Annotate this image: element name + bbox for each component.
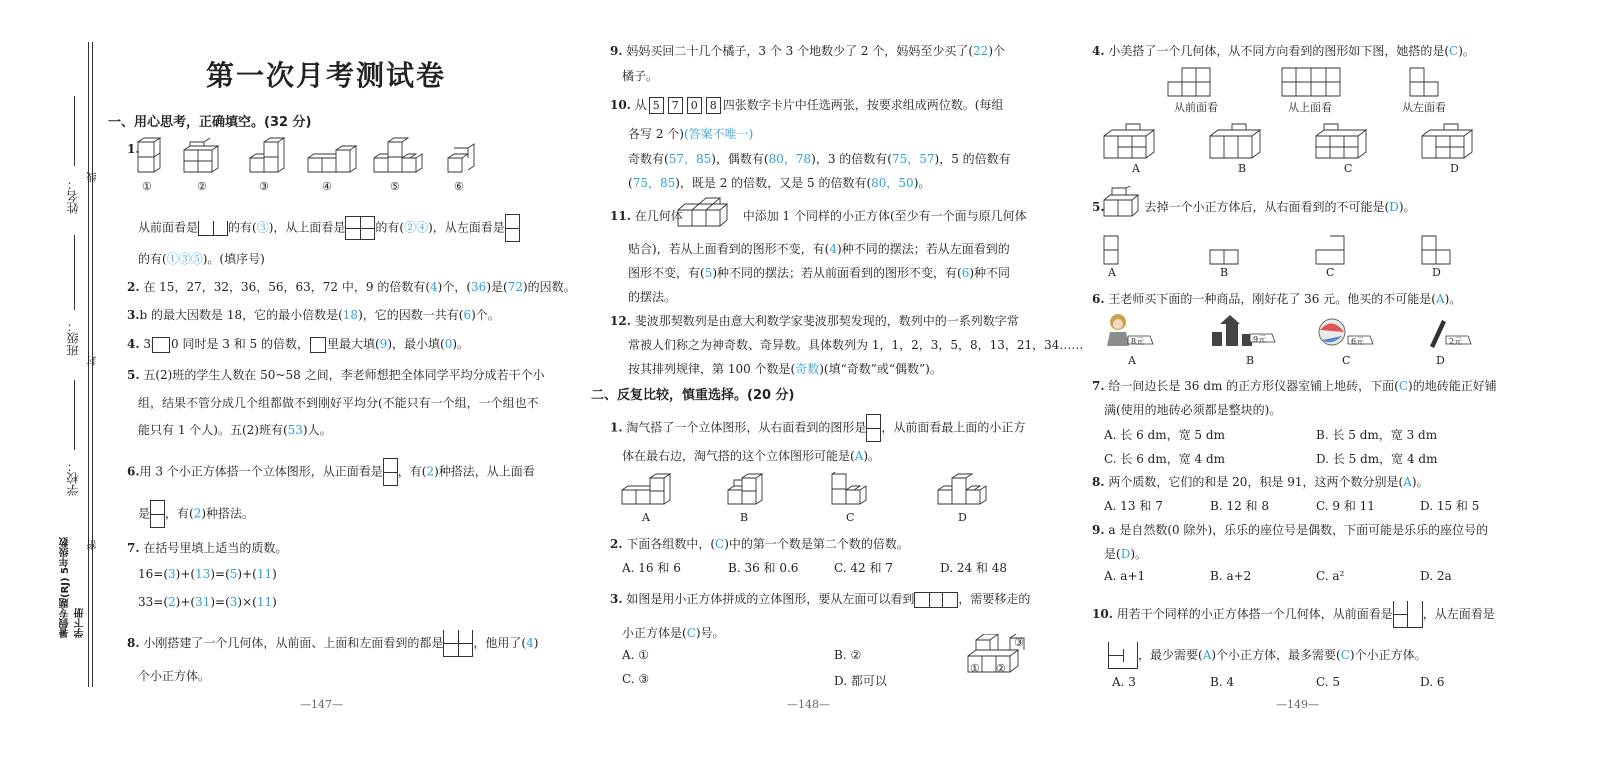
r4-top-view xyxy=(1282,68,1340,96)
side-class-label: 班级： xyxy=(66,320,80,356)
q5-line-1: 5. 五(2)班的学生人数在 50~58 之间，李老师想把全体同学平均分成若干个小 xyxy=(127,368,545,382)
page-title: 第一次月考测试卷 xyxy=(206,59,447,92)
q6-line-1: 6.用 3 个小正方体搭一个立体图形，从正面看是 ，有(2)种搭法，从上面看 xyxy=(127,458,535,486)
r9-opt-d: D. 2a xyxy=(1420,569,1452,583)
q1-fig-label-4: ④ xyxy=(322,180,332,193)
r4-fig-d xyxy=(1422,124,1472,158)
s1-right-view-icon xyxy=(866,414,881,442)
q1-front-view-icon xyxy=(198,221,228,236)
r5-opt-b: B xyxy=(1220,266,1229,279)
r6-opt-c: C xyxy=(1342,354,1351,367)
q10-line-4: (75，85)，既是 2 的倍数，又是 5 的倍数有(80，50)。 xyxy=(628,176,931,190)
q12-line-3: 按其排列规律，第 100 个数是(奇数)(填“奇数”或“偶数”)。 xyxy=(628,362,942,376)
r7-line-1: 7. 给一间边长是 36 dm 的正方形仪器室铺上地砖，下面(C)的地砖能正好铺 xyxy=(1092,379,1497,393)
r5-line: 5. 去掉一个小正方体后，从右面看到的不可能是(D)。 xyxy=(1092,200,1416,214)
q8-line-2: 个小正方体。 xyxy=(138,669,211,683)
q1-line-1: 从前面看是 的有(③)，从上面看是 的有(②④)，从左面看是 xyxy=(138,214,520,242)
s3-opt-c: C. ③ xyxy=(622,672,650,686)
r10-line-1: 10. 用若干个同样的小正方体搭一个几何体，从前面看是 ，从左面看是 xyxy=(1092,601,1495,628)
q11-line-1: 11. 在几何体 中添加 1 个同样的小正方体(至少有一个面与原几何体 xyxy=(610,209,1027,223)
q1-number: 1. xyxy=(127,142,140,156)
r8-opt-a: A. 13 和 7 xyxy=(1104,499,1163,513)
q1-figure-3 xyxy=(250,138,284,172)
r6-price-a: 8元 xyxy=(1131,337,1145,346)
r7-opt-c: C. 长 6 dm，宽 4 dm xyxy=(1104,452,1226,466)
s1-opt-d: D xyxy=(958,511,967,524)
r4-view-top: 从上面看 xyxy=(1288,101,1332,114)
q1-figures xyxy=(132,136,492,180)
q9-line-2: 橘子。 xyxy=(622,69,659,83)
s1-line-2: 体在最右边，淘气搭的这个立体图形可能是(A)。 xyxy=(622,449,881,463)
s3-opt-a: A. ① xyxy=(622,648,650,662)
r9-opt-a: A. a+1 xyxy=(1104,569,1146,583)
side-school-line xyxy=(74,380,75,450)
r6-products xyxy=(1100,312,1480,352)
s1-opt-b: B xyxy=(740,511,749,524)
r10-opt-c: C. 5 xyxy=(1316,675,1341,689)
q1-figure-1 xyxy=(138,138,160,172)
page-number-147: —147— xyxy=(300,698,343,711)
r5-opt-c: C xyxy=(1326,266,1335,279)
side-mi: 密 xyxy=(88,540,99,550)
s3-opt-d: D. 都可以 xyxy=(834,674,887,688)
q11-line-4: 的摆法。 xyxy=(628,290,677,304)
r5-fig-a xyxy=(1104,236,1118,264)
r4-opt-c: C xyxy=(1344,162,1353,175)
card-5: 5 xyxy=(649,97,664,114)
side-name-line xyxy=(74,96,75,166)
s3-line-2: 小正方体是(C)号。 xyxy=(622,626,725,640)
s2-opt-b: B. 36 和 0.6 xyxy=(728,561,799,575)
r8-opt-b: B. 12 和 8 xyxy=(1210,499,1269,513)
doll-icon xyxy=(1107,314,1129,346)
s1-opt-a: A xyxy=(642,511,650,524)
s1-fig-a xyxy=(622,474,670,504)
s2-opt-a: A. 16 和 6 xyxy=(622,561,681,575)
s1-fig-c xyxy=(832,472,866,504)
s1-fig-b xyxy=(728,474,762,504)
page-number-148: —148— xyxy=(787,698,830,711)
side-book-label: 暑假专题(RJ) 5年级数学下册 xyxy=(60,536,86,638)
q10-line-2: 各写 2 个)(答案不唯一) xyxy=(628,127,754,141)
r6-price-b: 9元 xyxy=(1253,335,1267,344)
r9-line-2: 是(D)。 xyxy=(1104,547,1147,561)
r5-solid-figure xyxy=(1102,186,1142,220)
r9-opt-b: B. a+2 xyxy=(1210,569,1252,583)
q10-line-3: 奇数有(57，85)，偶数有(80，78)，3 的倍数有(75，57)，5 的倍数有 xyxy=(628,152,1011,166)
r5-fig-c xyxy=(1316,236,1344,264)
q8-view-icon xyxy=(443,630,473,657)
r6-opt-a: A xyxy=(1128,354,1136,367)
pen-icon xyxy=(1430,320,1446,348)
r4-opt-d: D xyxy=(1450,162,1459,175)
r5-fig-b xyxy=(1210,250,1238,264)
q7-row-2: 33=(2)+(31)=(3)×(11) xyxy=(138,595,277,609)
r8-line: 8. 两个质数，它们的和是 20，积是 91，这两个数分别是(A)。 xyxy=(1092,475,1429,489)
r4-fig-c xyxy=(1316,124,1366,158)
q11-solid-figure xyxy=(676,196,740,230)
r10-opt-b: B. 4 xyxy=(1210,675,1235,689)
r4-fig-b xyxy=(1210,124,1260,158)
blocks-icon xyxy=(1212,315,1252,346)
q1-figure-2 xyxy=(184,138,218,172)
side-class-line xyxy=(74,235,75,310)
q1-fig-label-1: ① xyxy=(142,180,152,193)
q1-figure-6 xyxy=(448,144,474,172)
s2-line: 2. 下面各组数中，(C)中的第一个数是第二个数的倍数。 xyxy=(610,537,909,551)
card-8: 8 xyxy=(706,97,721,114)
r4-opt-a: A xyxy=(1132,162,1140,175)
r4-line: 4. 小美搭了一个几何体，从不同方向看到的图形如下图，她搭的是(C)。 xyxy=(1092,44,1475,58)
r6-price-d: 2元 xyxy=(1449,337,1463,346)
s3-line-1: 3. 如图是用小正方体拼成的立体图形，要从左面可以看到 ，需要移走的 xyxy=(610,592,1031,606)
r7-opt-a: A. 长 6 dm，宽 5 dm xyxy=(1104,428,1225,442)
s2-opt-c: C. 42 和 7 xyxy=(834,561,893,575)
page-number-149: —149— xyxy=(1276,698,1319,711)
r10-line-2: ，最少需要(A)个小正方体，最多需要(C)个小正方体。 xyxy=(1108,642,1427,669)
r8-opt-c: C. 9 和 11 xyxy=(1316,499,1375,513)
q2: 2. 在 15，27，32，36，56，63，72 中，9 的倍数有(4)个，(36)是(72)的因数。 xyxy=(127,280,576,294)
q7-row-1: 16=(3)+(13)=(5)+(11) xyxy=(138,567,277,581)
r8-opt-d: D. 15 和 5 xyxy=(1420,499,1480,513)
q1-fig-label-3: ③ xyxy=(259,180,269,193)
s3-mark-3: ③ xyxy=(1014,636,1024,649)
q1-fig-label-6: ⑥ xyxy=(454,180,464,193)
s1-opt-c: C xyxy=(846,511,855,524)
q6-line-2: 是 ，有(2)种搭法。 xyxy=(138,500,254,528)
r4-views xyxy=(1166,66,1466,100)
r4-opt-b: B xyxy=(1238,162,1247,175)
r7-opt-b: B. 长 5 dm，宽 3 dm xyxy=(1316,428,1438,442)
q1-fig-label-5: ⑤ xyxy=(390,180,400,193)
s3-mark-1: ① xyxy=(970,662,980,675)
q5-line-2: 组，结果不管分成几个组都做不到刚好平均分(不能只有一个组，一个组也不 xyxy=(138,396,539,410)
side-xian: 线 xyxy=(88,172,99,182)
q11-line-3: 图形不变，有(5)种不同的摆法；若从前面看到的图形不变，有(6)种不同 xyxy=(628,266,1011,280)
s3-view-icon xyxy=(914,592,958,608)
r5-opt-d: D xyxy=(1432,266,1441,279)
q1-line-2: 的有(①③⑤)。(填序号) xyxy=(138,252,265,266)
r10-opt-d: D. 6 xyxy=(1420,675,1445,689)
r4-front-view xyxy=(1168,68,1210,96)
q9-line-1: 9. 妈妈买回二十几个橘子，3 个 3 个地数少了 2 个，妈妈至少买了(22)个 xyxy=(610,44,1005,58)
q1-answer-3: ①③⑤ xyxy=(166,252,203,266)
q3: 3.b 的最大因数是 18，它的最小倍数是(18)，它的因数一共有(6)个。 xyxy=(127,308,500,322)
q12-line-1: 12. 斐波那契数列是由意大利数学家斐波那契发现的，数列中的一系列数字常 xyxy=(610,314,1019,328)
q4: 4. 3 0 同时是 3 和 5 的倍数， 里最大填(9)，最小填(0)。 xyxy=(127,337,470,351)
side-feng: 封 xyxy=(88,356,99,366)
card-0: 0 xyxy=(687,97,702,114)
r7-opt-d: D. 长 5 dm，宽 4 dm xyxy=(1316,452,1438,466)
r4-view-left: 从左面看 xyxy=(1402,101,1446,114)
r4-fig-a xyxy=(1104,124,1154,158)
r5-opt-a: A xyxy=(1108,266,1116,279)
q1-fig-label-2: ② xyxy=(197,180,207,193)
r4-left-view xyxy=(1410,68,1438,96)
q7-title: 7. 在括号里填上适当的质数。 xyxy=(127,541,288,555)
section-1-heading: 一、用心思考，正确填空。(32 分) xyxy=(108,115,312,130)
q1-left-view-icon xyxy=(505,214,520,242)
q8-line-1: 8. 小刚搭建了一个几何体，从前面、上面和左面看到的都是 ，他用了(4) xyxy=(127,630,538,657)
s1-option-figures xyxy=(618,472,998,510)
q11-line-2: 贴合)，若从上面看到的图形不变，有(4)种不同的摆法；若从左面看到的 xyxy=(628,242,1010,256)
r9-opt-c: C. a² xyxy=(1316,569,1345,583)
side-name-label: 姓名： xyxy=(66,178,80,214)
s1-fig-d xyxy=(938,474,986,504)
r6-price-c: 6元 xyxy=(1351,337,1365,346)
r4-view-front: 从前面看 xyxy=(1174,101,1218,114)
r10-left-icon xyxy=(1108,642,1138,669)
side-school-label: 学校： xyxy=(66,460,80,496)
q12-line-2: 常被人们称之为神奇数、奇异数。具体数列为 1，1，2，3，5，8，13，21，34…… xyxy=(628,338,1084,352)
q4-blank-box-2 xyxy=(310,337,326,353)
r5-option-figures xyxy=(1102,234,1462,266)
s3-opt-b: B. ② xyxy=(834,648,862,662)
r6-opt-b: B xyxy=(1246,354,1255,367)
r6-opt-d: D xyxy=(1436,354,1445,367)
r10-front-icon xyxy=(1393,601,1423,628)
q5-line-3: 能只有 1 个人)。五(2)班有(53)人。 xyxy=(138,423,332,437)
r9-line-1: 9. a 是自然数(0 除外)，乐乐的座位号是偶数，下面可能是乐乐的座位号的 xyxy=(1092,523,1489,537)
r4-option-figures xyxy=(1102,122,1482,162)
section-2-heading: 二、反复比较，慎重选择。(20 分) xyxy=(591,388,795,403)
q1-figure-4 xyxy=(308,146,356,172)
r7-line-2: 满(使用的地砖必须都是整块的)。 xyxy=(1104,403,1282,417)
s2-opt-d: D. 24 和 48 xyxy=(940,561,1007,575)
q4-blank-box xyxy=(152,337,170,353)
q10-line-1: 10. 从 5 7 0 8 四张数字卡片中任选两张，按要求组成两位数。(每组 xyxy=(610,98,1004,112)
q1-answer-1: ③ xyxy=(256,220,269,235)
s1-line-1: 1. 淘气搭了一个立体图形，从右面看到的图形是 ，从前面看最上面的小正方 xyxy=(610,414,1025,442)
s3-mark-2: ② xyxy=(996,662,1006,675)
r6-line: 6. 王老师买下面的一种商品，刚好花了 36 元。他买的不可能是(A)。 xyxy=(1092,292,1462,306)
q1-answer-2: ②④ xyxy=(404,220,429,235)
r5-fig-d xyxy=(1422,236,1450,264)
r10-opt-a: A. 3 xyxy=(1112,675,1136,689)
q1-top-view-icon xyxy=(345,216,375,240)
q1-figure-5 xyxy=(374,138,422,172)
q6-top-icon xyxy=(150,500,165,528)
q6-front-icon xyxy=(383,458,398,486)
ball-icon xyxy=(1319,319,1345,345)
card-7: 7 xyxy=(668,97,683,114)
